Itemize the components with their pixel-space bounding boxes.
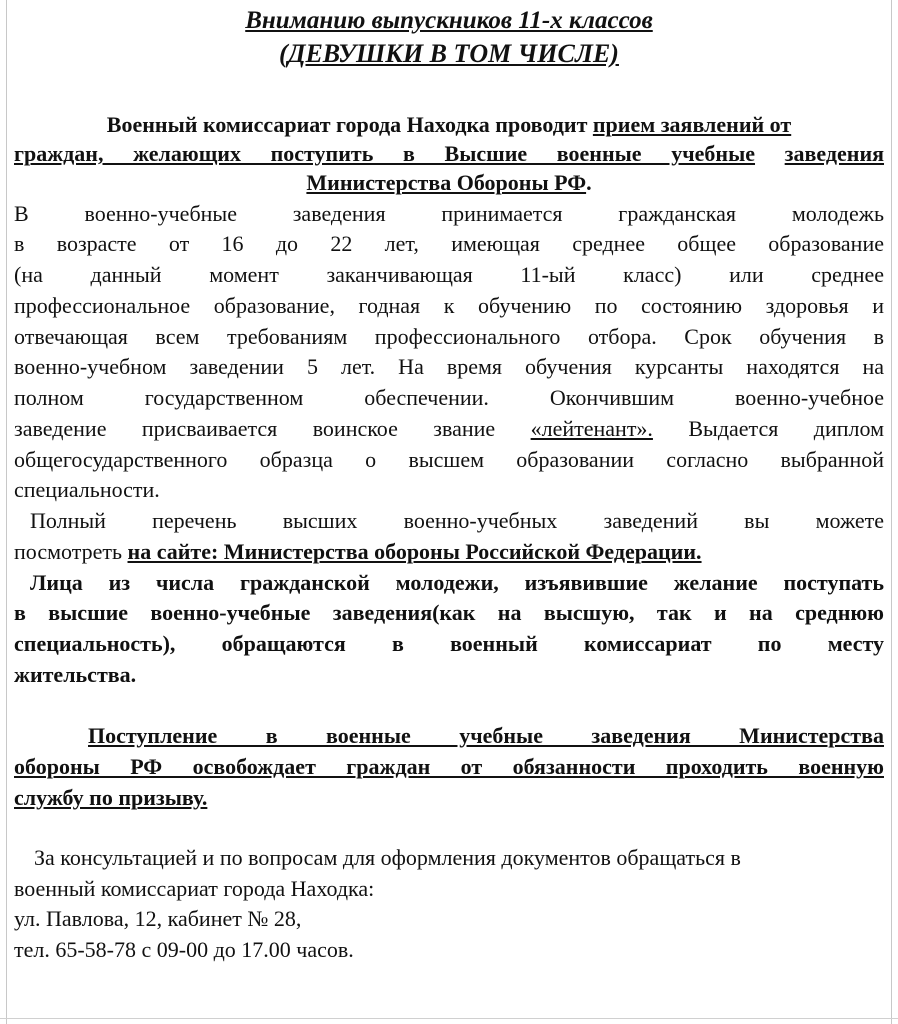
view-text: посмотреть [14, 539, 128, 564]
intro-institutions-text: заведения [784, 141, 885, 166]
paragraph1-line: общегосударственного образца о высшем образовании согласно выбранной [14, 447, 884, 472]
rank-lieutenant-text: «лейтенант». [530, 416, 653, 441]
intro-applications-text: прием заявлений от [592, 112, 792, 137]
diploma-text: Выдается диплом [652, 416, 884, 441]
paragraph1-line: профессиональное образование, годная к обучению по состоянию здоровья и [14, 293, 884, 318]
contact-phone-hours: тел. 65-58-78 с 09-00 до 17.00 часов. [14, 937, 354, 962]
paragraph2-line-2 [14, 539, 884, 565]
contact-address: ул. Павлова, 12, кабинет № 28, [14, 906, 302, 931]
page-right-edge [891, 0, 892, 1024]
notice-line: Поступление в военные учебные заведения Министерства [88, 723, 884, 748]
paragraph1-line: отвечающая всем требованиям профессионального отбора. Срок обучения в [14, 324, 884, 349]
rank-intro-text: заведение присваивается воинское звание [14, 416, 531, 441]
intro-citizens-text: граждан, желающих поступить в Высшие военные учебные [14, 141, 756, 166]
intro-line-1 [14, 112, 884, 138]
notice-line: службу по призыву. [14, 785, 208, 810]
title-line-1: Вниманию выпускников 11-х классов [245, 7, 653, 34]
paragraph1-line: специальности. [14, 477, 160, 502]
paragraph3-line: жительства. [14, 662, 137, 687]
intro-line-2 [14, 141, 884, 167]
ministry-website-link[interactable]: на сайте: Министерства обороны Российской Федерации. [127, 539, 702, 564]
paragraph1-line: в возрасте от 16 до 22 лет, имеющая среднее общее образование [14, 231, 884, 256]
notice-line: обороны РФ освобождает граждан от обязанности проходить военную [14, 754, 884, 779]
intro-commissariat-text: Военный комиссариат города Находка проводит [106, 112, 593, 137]
intro-period: . [586, 170, 592, 195]
paragraph3-line: специальность), обращаются в военный комиссариат по месту [14, 631, 884, 656]
page-bottom-edge [0, 1018, 898, 1019]
paragraph1-line: В военно-учебные заведения принимается гражданская молодежь [14, 201, 884, 226]
paragraph3-line: в высшие военно-учебные заведения(как на высшую, так и на среднюю [14, 600, 884, 625]
paragraph1-line: военно-учебном заведении 5 лет. На время обучения курсанты находятся на [14, 354, 884, 379]
contact-line-2: военный комиссариат города Находка: [14, 876, 375, 901]
intro-line-3 [14, 170, 884, 196]
contact-line-1: За консультацией и по вопросам для оформления документов обращаться в [34, 845, 741, 870]
paragraph2-line-1: Полный перечень высших военно-учебных заведений вы можете [30, 508, 884, 533]
paragraph1-line: полном государственном обеспечении. Окончившим военно-учебное [14, 385, 884, 410]
intro-ministry-text: Министерства Обороны РФ [306, 170, 587, 195]
paragraph1-line-rank [14, 416, 884, 442]
paragraph3-line: Лица из числа гражданской молодежи, изъявившие желание поступать [30, 570, 884, 595]
page-left-edge [6, 0, 7, 1024]
paragraph1-line: (на данный момент заканчивающая 11-ый класс) или среднее [14, 262, 884, 287]
title-line-2: (ДЕВУШКИ В ТОМ ЧИСЛЕ) [279, 39, 619, 68]
